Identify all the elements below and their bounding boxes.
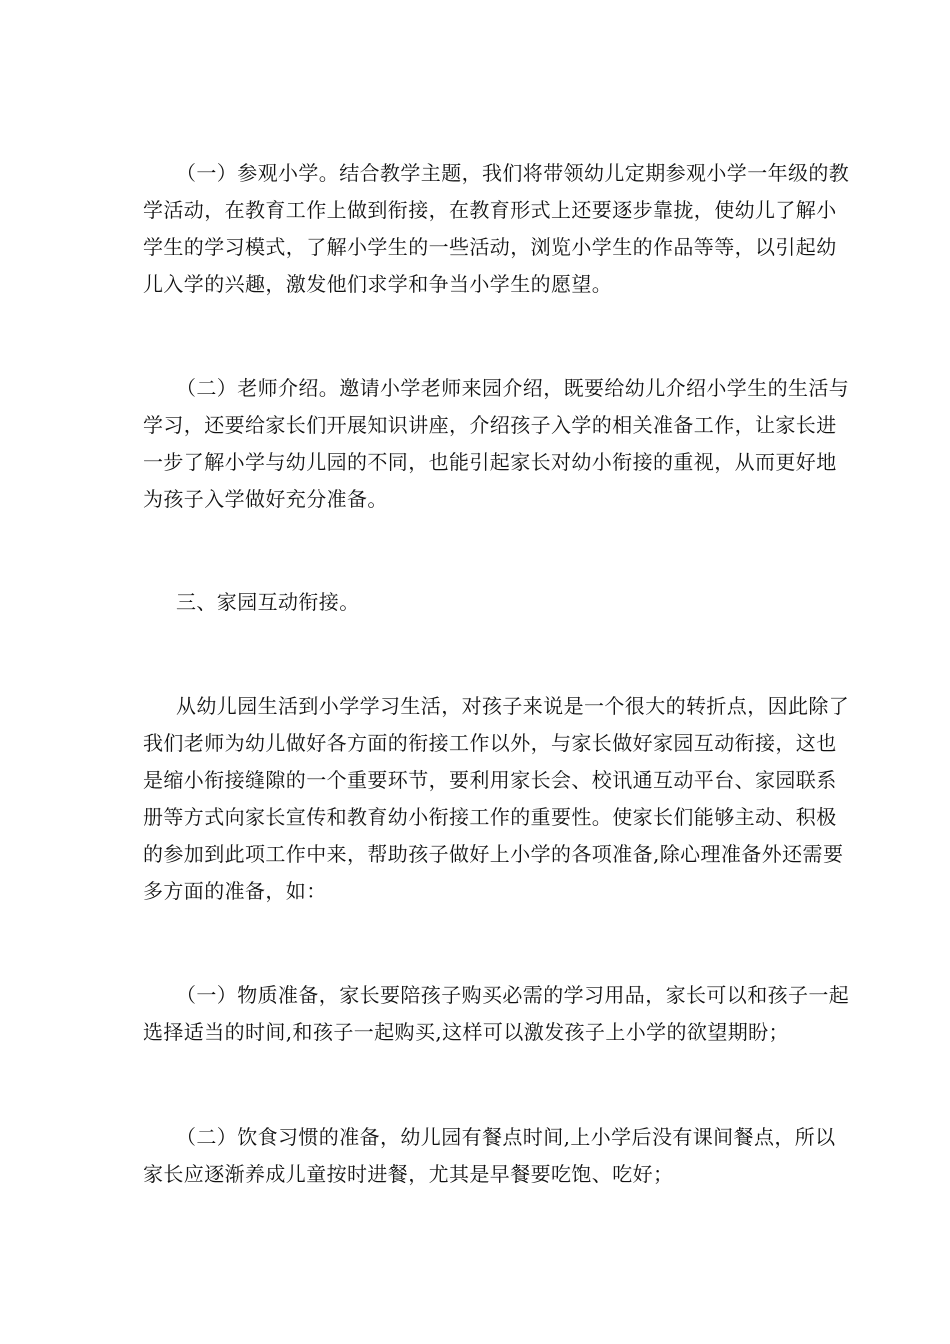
text-line: （一）物质准备，家长要陪孩子购买必需的学习用品，家长可以和孩子一起 [176,983,850,1007]
heading-line: 三、家园互动衔接。 [176,590,360,614]
text-line: 一步了解小学与幼儿园的不同，也能引起家长对幼小衔接的重视，从而更好地 [143,450,837,474]
text-line: 学活动，在教育工作上做到衔接，在教育形式上还要逐步靠拢，使幼儿了解小 [143,198,837,222]
text-line: 儿入学的兴趣，激发他们求学和争当小学生的愿望。 [143,272,613,296]
text-line: （二）饮食习惯的准备，幼儿园有餐点时间,上小学后没有课间餐点，所以 [176,1125,836,1149]
paragraph-material-preparation [143,977,850,1051]
paragraph-visit-primary-school [143,155,850,303]
text-line: 学习，还要给家长们开展知识讲座，介绍孩子入学的相关准备工作，让家长进 [143,413,837,437]
text-line: 从幼儿园生活到小学学习生活，对孩子来说是一个很大的转折点，因此除了 [176,694,850,718]
text-line: （一）参观小学。结合教学主题，我们将带领幼儿定期参观小学一年级的教 [176,161,850,185]
text-line: 是缩小衔接缝隙的一个重要环节，要利用家长会、校讯通互动平台、家园联系 [143,768,837,792]
text-line: （二）老师介绍。邀请小学老师来园介绍，既要给幼儿介绍小学生的生活与 [176,376,850,400]
paragraph-diet-preparation [143,1119,836,1193]
section-heading-home-school [143,584,807,621]
text-line: 多方面的准备，如： [143,879,327,903]
text-line: 家长应逐渐养成儿童按时进餐，尤其是早餐要吃饱、吃好； [143,1162,674,1186]
text-line: 学生的学习模式，了解小学生的一些活动，浏览小学生的作品等等，以引起幼 [143,235,837,259]
text-line: 为孩子入学做好充分准备。 [143,487,388,511]
text-line: 册等方式向家长宣传和教育幼小衔接工作的重要性。使家长们能够主动、积极 [143,805,837,829]
text-line: 我们老师为幼儿做好各方面的衔接工作以外，与家长做好家园互动衔接，这也 [143,731,837,755]
paragraph-teacher-introduction [143,370,850,518]
text-line: 选择适当的时间,和孩子一起购买,这样可以激发孩子上小学的欲望期盼； [143,1020,789,1044]
paragraph-home-school-intro [143,688,850,910]
text-line: 的参加到此项工作中来，帮助孩子做好上小学的各项准备,除心理准备外还需要 [143,842,844,866]
